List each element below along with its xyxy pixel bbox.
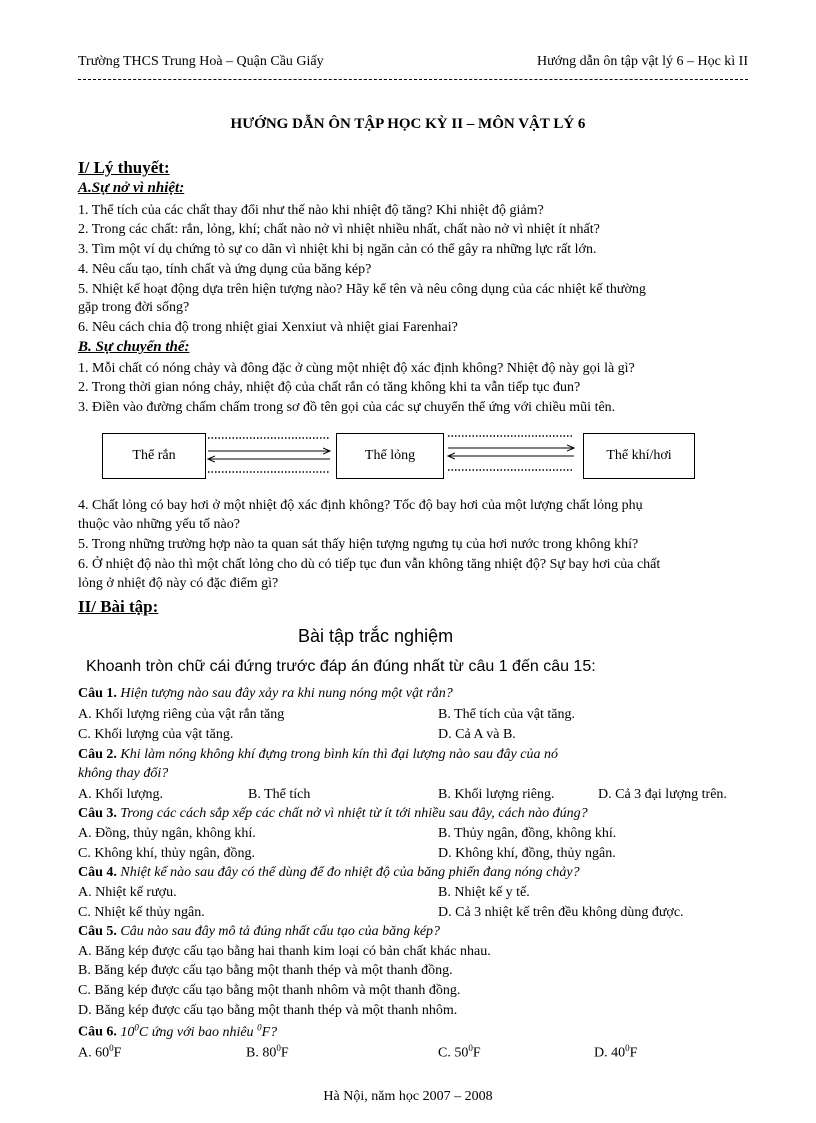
question-2-text: Khi làm nóng không khí đựng trong bình kín thì đại lượng nào sau đây của nó [120, 747, 558, 762]
question-6-text [120, 1022, 278, 1040]
a-q2: 2. Trong các chất: rắn, lỏng, khí; chất nào nở vì nhiệt nhiều nhất, chất nào nở vì nhiệt ít nhất? [78, 222, 600, 237]
question-2-label: Câu 2. [78, 747, 117, 762]
b-q6a: 6. Ở nhiệt độ nào thì một chất lỏng cho dù có tiếp tục đun vẫn không tăng nhiệt độ? Sự bay hơi của chất [78, 557, 661, 572]
q2-option-d: D. Cả 3 đại lượng trên. [598, 787, 727, 802]
diagram-solid-label: Thể rắn [132, 448, 176, 463]
q6-option-b-val: B. 80 [246, 1045, 277, 1061]
q1-option-a: A. Khối lượng riêng của vật rắn tăng [78, 707, 285, 722]
question-1-text: Hiện tượng nào sau đây xảy ra khi nung nóng một vật rắn? [120, 686, 453, 701]
q2-option-b: B. Thể tích [248, 787, 311, 802]
a-q6: 6. Nêu cách chia độ trong nhiệt giai Xenxiut và nhiệt giai Farenhai? [78, 320, 458, 335]
header-school: Trường THCS Trung Hoà – Quận Cầu Giấy [78, 54, 324, 69]
question-4-text: Nhiệt kế nào sau đây có thể dùng để đo nhiệt độ của băng phiến đang nóng chảy? [120, 865, 580, 880]
q6-d-deg: 0 [625, 1043, 630, 1053]
question-6 [78, 1022, 277, 1041]
exercises-heading: II/ Bài tập: [78, 597, 159, 616]
question-1 [78, 686, 453, 702]
q1-option-b: B. Thể tích của vật tăng. [438, 707, 575, 722]
a-q4: 4. Nêu cấu tạo, tính chất và ứng dụng của băng kép? [78, 262, 372, 277]
q6-temp: 10 [120, 1024, 135, 1040]
q6-a-deg: 0 [109, 1043, 114, 1053]
mc-instruction: Khoanh tròn chữ cái đứng trước đáp án đúng nhất từ câu 1 đến câu 15: [86, 658, 596, 675]
question-4 [78, 865, 580, 881]
diagram-liquid-label: Thể lỏng [364, 448, 416, 463]
footer: Hà Nội, năm học 2007 – 2008 [323, 1089, 493, 1104]
b-q5: 5. Trong những trường hợp nào ta quan sát thấy hiện tượng ngưng tụ của hơi nước trong không khí? [78, 537, 639, 552]
q6-mid: C ứng với bao nhiêu [138, 1024, 258, 1040]
b-q6b: lỏng ở nhiệt độ này có đặc điểm gì? [78, 576, 279, 591]
diagram-arrows [0, 0, 816, 500]
q4-option-a: A. Nhiệt kế rượu. [78, 885, 177, 900]
q6-end: F? [261, 1024, 278, 1040]
question-3-label: Câu 3. [78, 806, 117, 821]
q6-option-b [246, 1043, 289, 1062]
a-q5b: gặp trong đời sống? [78, 300, 190, 315]
q6-b-unit: F [280, 1045, 289, 1061]
q4-option-c: C. Nhiệt kế thủy ngân. [78, 905, 205, 920]
question-3 [78, 806, 588, 822]
q6-c-deg: 0 [468, 1043, 473, 1053]
q3-option-a: A. Đồng, thủy ngân, không khí. [78, 826, 256, 841]
question-2 [78, 747, 558, 763]
question-2-text-cont: không thay đổi? [78, 766, 169, 781]
q6-c-unit: F [472, 1045, 481, 1061]
question-4-label: Câu 4. [78, 865, 117, 880]
q6-option-c-val: C. 50 [438, 1045, 469, 1061]
q6-deg2: 0 [257, 1022, 262, 1032]
mc-title: Bài tập trắc nghiệm [298, 626, 454, 646]
q5-option-b: B. Băng kép được cấu tạo bằng một thanh thép và một thanh đồng. [78, 963, 453, 978]
q6-a-unit: F [113, 1045, 122, 1061]
q3-option-c: C. Không khí, thủy ngân, đồng. [78, 846, 255, 861]
part-b-heading: B. Sự chuyển thể: [78, 339, 190, 355]
b-q4a-text: 4. Chất lỏng có bay hơi ở một nhiệt độ xác định không? Tốc độ bay hơi của một lượng chất lỏng phụ [78, 498, 643, 513]
a-q3: 3. Tìm một ví dụ chứng tỏ sự co dãn vì nhiệt khi bị ngăn cản có thể gây ra những lực rất lớn. [78, 242, 597, 257]
b-q3: 3. Điền vào đường chấm chấm trong sơ đồ tên gọi của các sự chuyển thể ứng với chiều mũi tên. [78, 400, 616, 415]
q2-option-c: B. Khối lượng riêng. [438, 787, 555, 802]
question-6-label: Câu 6. [78, 1024, 117, 1040]
q6-option-a [78, 1043, 121, 1062]
q6-option-d [594, 1043, 637, 1062]
theory-heading: I/ Lý thuyết: [78, 158, 170, 177]
q5-option-a: A. Băng kép được cấu tạo bằng hai thanh kim loại có bản chất khác nhau. [78, 944, 491, 959]
q3-option-d: D. Không khí, đồng, thủy ngân. [438, 846, 616, 861]
q6-option-c [438, 1043, 481, 1062]
part-a-heading: A.Sự nở vì nhiệt: [78, 180, 185, 196]
q6-d-unit: F [629, 1045, 638, 1061]
q5-option-c: C. Băng kép được cấu tạo bằng một thanh nhôm và một thanh đồng. [78, 983, 461, 998]
q6-deg: 0 [134, 1022, 139, 1032]
question-5-label: Câu 5. [78, 924, 117, 939]
b-q2: 2. Trong thời gian nóng chảy, nhiệt độ của chất rắn có tăng không khi ta vẫn tiếp tục đun? [78, 380, 581, 395]
b-q4b: thuộc vào những yếu tố nào? [78, 517, 240, 532]
question-5 [78, 924, 440, 940]
a-q5a: 5. Nhiệt kế hoạt động dựa trên hiện tượng nào? Hãy kể tên và nêu công dụng của các nhiệt kế thường [78, 282, 646, 297]
q3-option-b: B. Thủy ngân, đồng, không khí. [438, 826, 617, 841]
a-q1: 1. Thể tích của các chất thay đổi như thế nào khi nhiệt độ tăng? Khi nhiệt độ giảm? [78, 203, 544, 218]
q2-option-a: A. Khối lượng. [78, 787, 163, 802]
b-q4a [78, 498, 748, 514]
b-q1: 1. Mỗi chất có nóng chảy và đông đặc ở cùng một nhiệt độ xác định không? Nhiệt độ này gọi là gì? [78, 361, 635, 376]
diagram-gas-label: Thể khí/hơi [606, 448, 672, 463]
question-3-text: Trong các cách sắp xếp các chất nở vì nhiệt từ ít tới nhiều sau đây, cách nào đúng? [120, 806, 588, 821]
q1-option-c: C. Khối lượng của vật tăng. [78, 727, 234, 742]
q4-option-b: B. Nhiệt kế y tế. [438, 885, 530, 900]
q6-b-deg: 0 [276, 1043, 281, 1053]
q6-option-a-val: A. 60 [78, 1045, 110, 1061]
page-title: HƯỚNG DẪN ÔN TẬP HỌC KỲ II – MÔN VẬT LÝ 6 [230, 116, 586, 132]
q6-option-d-val: D. 40 [594, 1045, 626, 1061]
question-5-text: Câu nào sau đây mô tả đúng nhất cấu tạo của băng kép? [120, 924, 441, 939]
question-1-label: Câu 1. [78, 686, 117, 701]
header-course: Hướng dẫn ôn tập vật lý 6 – Học kì II [537, 54, 748, 69]
q5-option-d: D. Băng kép được cấu tạo bằng một thanh thép và một thanh nhôm. [78, 1003, 458, 1018]
q4-option-d: D. Cả 3 nhiệt kế trên đều không dùng được. [438, 905, 684, 920]
q1-option-d: D. Cả A và B. [438, 727, 516, 742]
